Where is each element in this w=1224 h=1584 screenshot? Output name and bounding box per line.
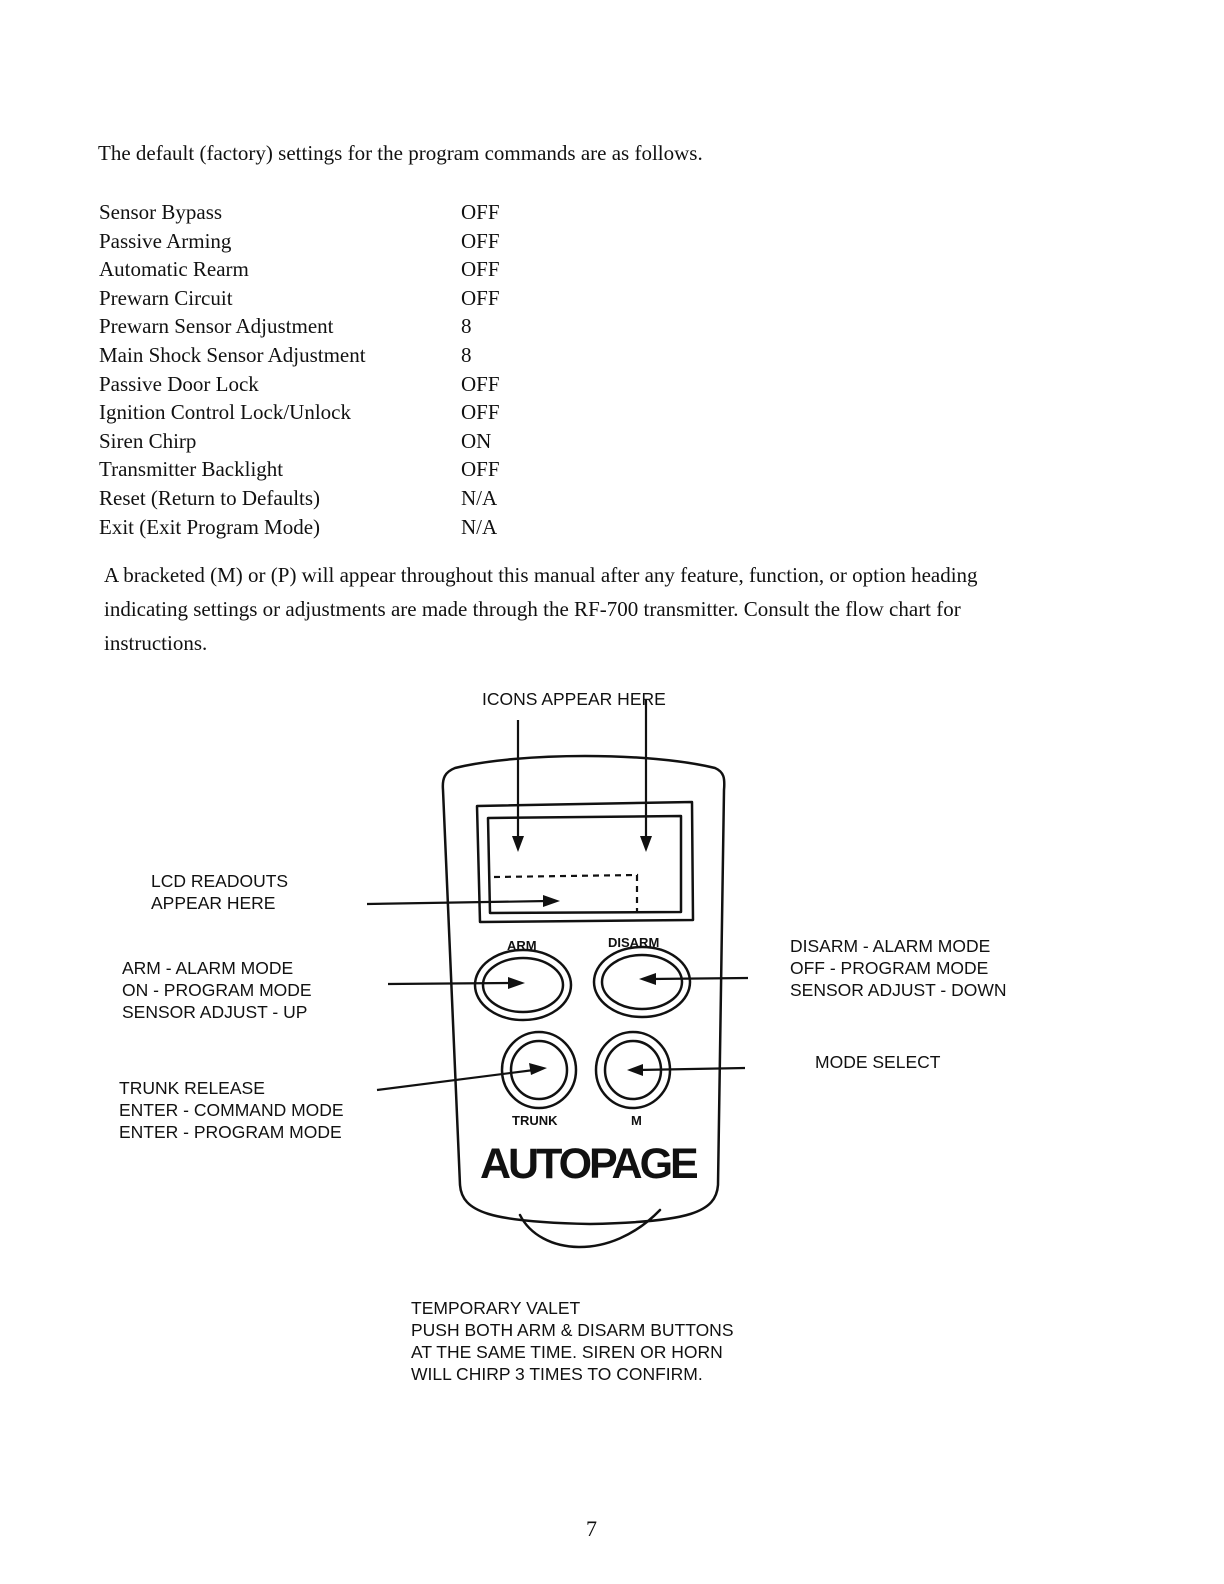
lcd-outer-frame: [477, 802, 693, 922]
label-line: ENTER - COMMAND MODE: [119, 1100, 344, 1120]
arm-button-label: ARM: [507, 938, 537, 953]
lcd-pointer: [367, 901, 548, 904]
disarm-button-label: DISARM: [608, 935, 660, 950]
label-line: SENSOR ADJUST - UP: [122, 1002, 308, 1022]
arrow-head-icon: [529, 1063, 547, 1075]
setting-value: OFF: [461, 200, 500, 224]
setting-value: OFF: [461, 228, 500, 253]
arrow-head-icon: [627, 1064, 643, 1076]
setting-name: Sensor Bypass: [99, 200, 223, 224]
setting-value: OFF: [461, 457, 500, 482]
setting-name: Automatic Rearm: [99, 257, 249, 282]
label-line: ARM - ALARM MODE: [122, 958, 294, 978]
disarm-button-description: [790, 935, 1007, 1001]
setting-name: Exit (Exit Program Mode): [99, 514, 321, 539]
setting-value: OFF: [461, 285, 500, 310]
intro-paragraph: The default (factory) settings for the program commands are as follows.: [98, 141, 703, 165]
setting-name: Main Shock Sensor Adjustment: [99, 342, 366, 367]
arrow-head-icon: [512, 836, 524, 852]
setting-value: OFF: [461, 400, 500, 425]
arrow-head-icon: [640, 836, 652, 852]
setting-name: Passive Door Lock: [99, 371, 259, 396]
mode-button-label: M: [631, 1113, 642, 1128]
setting-name: Ignition Control Lock/Unlock: [99, 400, 351, 425]
setting-value: OFF: [461, 257, 500, 282]
lcd-readouts-label: [151, 870, 288, 914]
setting-value: ON: [461, 428, 492, 453]
setting-value: 8: [461, 314, 472, 339]
label-line: OFF - PROGRAM MODE: [790, 958, 989, 978]
setting-name: Siren Chirp: [99, 428, 197, 453]
arrow-head-icon: [508, 977, 525, 989]
disarm-pointer: [650, 978, 748, 979]
mode-select-label: MODE SELECT: [815, 1052, 941, 1072]
page-number: 7: [586, 1516, 597, 1541]
disarm-button[interactable]: [594, 947, 690, 1017]
label-line: TEMPORARY VALET: [411, 1298, 581, 1318]
setting-name: Prewarn Sensor Adjustment: [99, 314, 334, 339]
arrow-head-icon: [639, 973, 656, 985]
setting-value: OFF: [461, 371, 500, 396]
label-line: WILL CHIRP 3 TIMES TO CONFIRM.: [411, 1364, 703, 1384]
label-line: APPEAR HERE: [151, 893, 276, 913]
label-line: DISARM - ALARM MODE: [790, 936, 991, 956]
mode-pointer: [638, 1068, 745, 1070]
setting-value: N/A: [461, 485, 498, 510]
setting-name: Reset (Return to Defaults): [99, 485, 321, 510]
transmitter-lower-cap: [520, 1210, 660, 1247]
note-paragraph: A bracketed (M) or (P) will appear throughout this manual after any feature, function, or option heading indicating settings or adjustments are made through the RF-700 transmitter. Consult the flow chart for instructions.: [104, 563, 978, 655]
temporary-valet-note: [411, 1297, 734, 1385]
label-line: TRUNK RELEASE: [119, 1078, 265, 1098]
setting-name: Transmitter Backlight: [99, 457, 284, 482]
label-line: AT THE SAME TIME. SIREN OR HORN: [411, 1342, 723, 1362]
arm-button-description: [122, 957, 312, 1023]
label-line: LCD READOUTS: [151, 871, 289, 891]
setting-name: Passive Arming: [99, 228, 232, 253]
label-line: ENTER - PROGRAM MODE: [119, 1122, 342, 1142]
label-line: PUSH BOTH ARM & DISARM BUTTONS: [411, 1320, 734, 1340]
icons-label: ICONS APPEAR HERE: [482, 689, 666, 709]
trunk-button-description: [119, 1077, 344, 1143]
arm-pointer: [388, 983, 513, 984]
setting-value: N/A: [461, 514, 498, 539]
arm-button[interactable]: [475, 950, 571, 1020]
autopage-logo: AUTOPAGE: [480, 1140, 696, 1188]
label-line: SENSOR ADJUST - DOWN: [790, 980, 1007, 1000]
arrow-head-icon: [543, 895, 560, 907]
setting-value: 8: [461, 342, 472, 367]
lcd-readout-area: [494, 875, 637, 912]
label-line: ON - PROGRAM MODE: [122, 980, 312, 1000]
trunk-button-label: TRUNK: [512, 1113, 558, 1128]
setting-name: Prewarn Circuit: [99, 285, 233, 310]
